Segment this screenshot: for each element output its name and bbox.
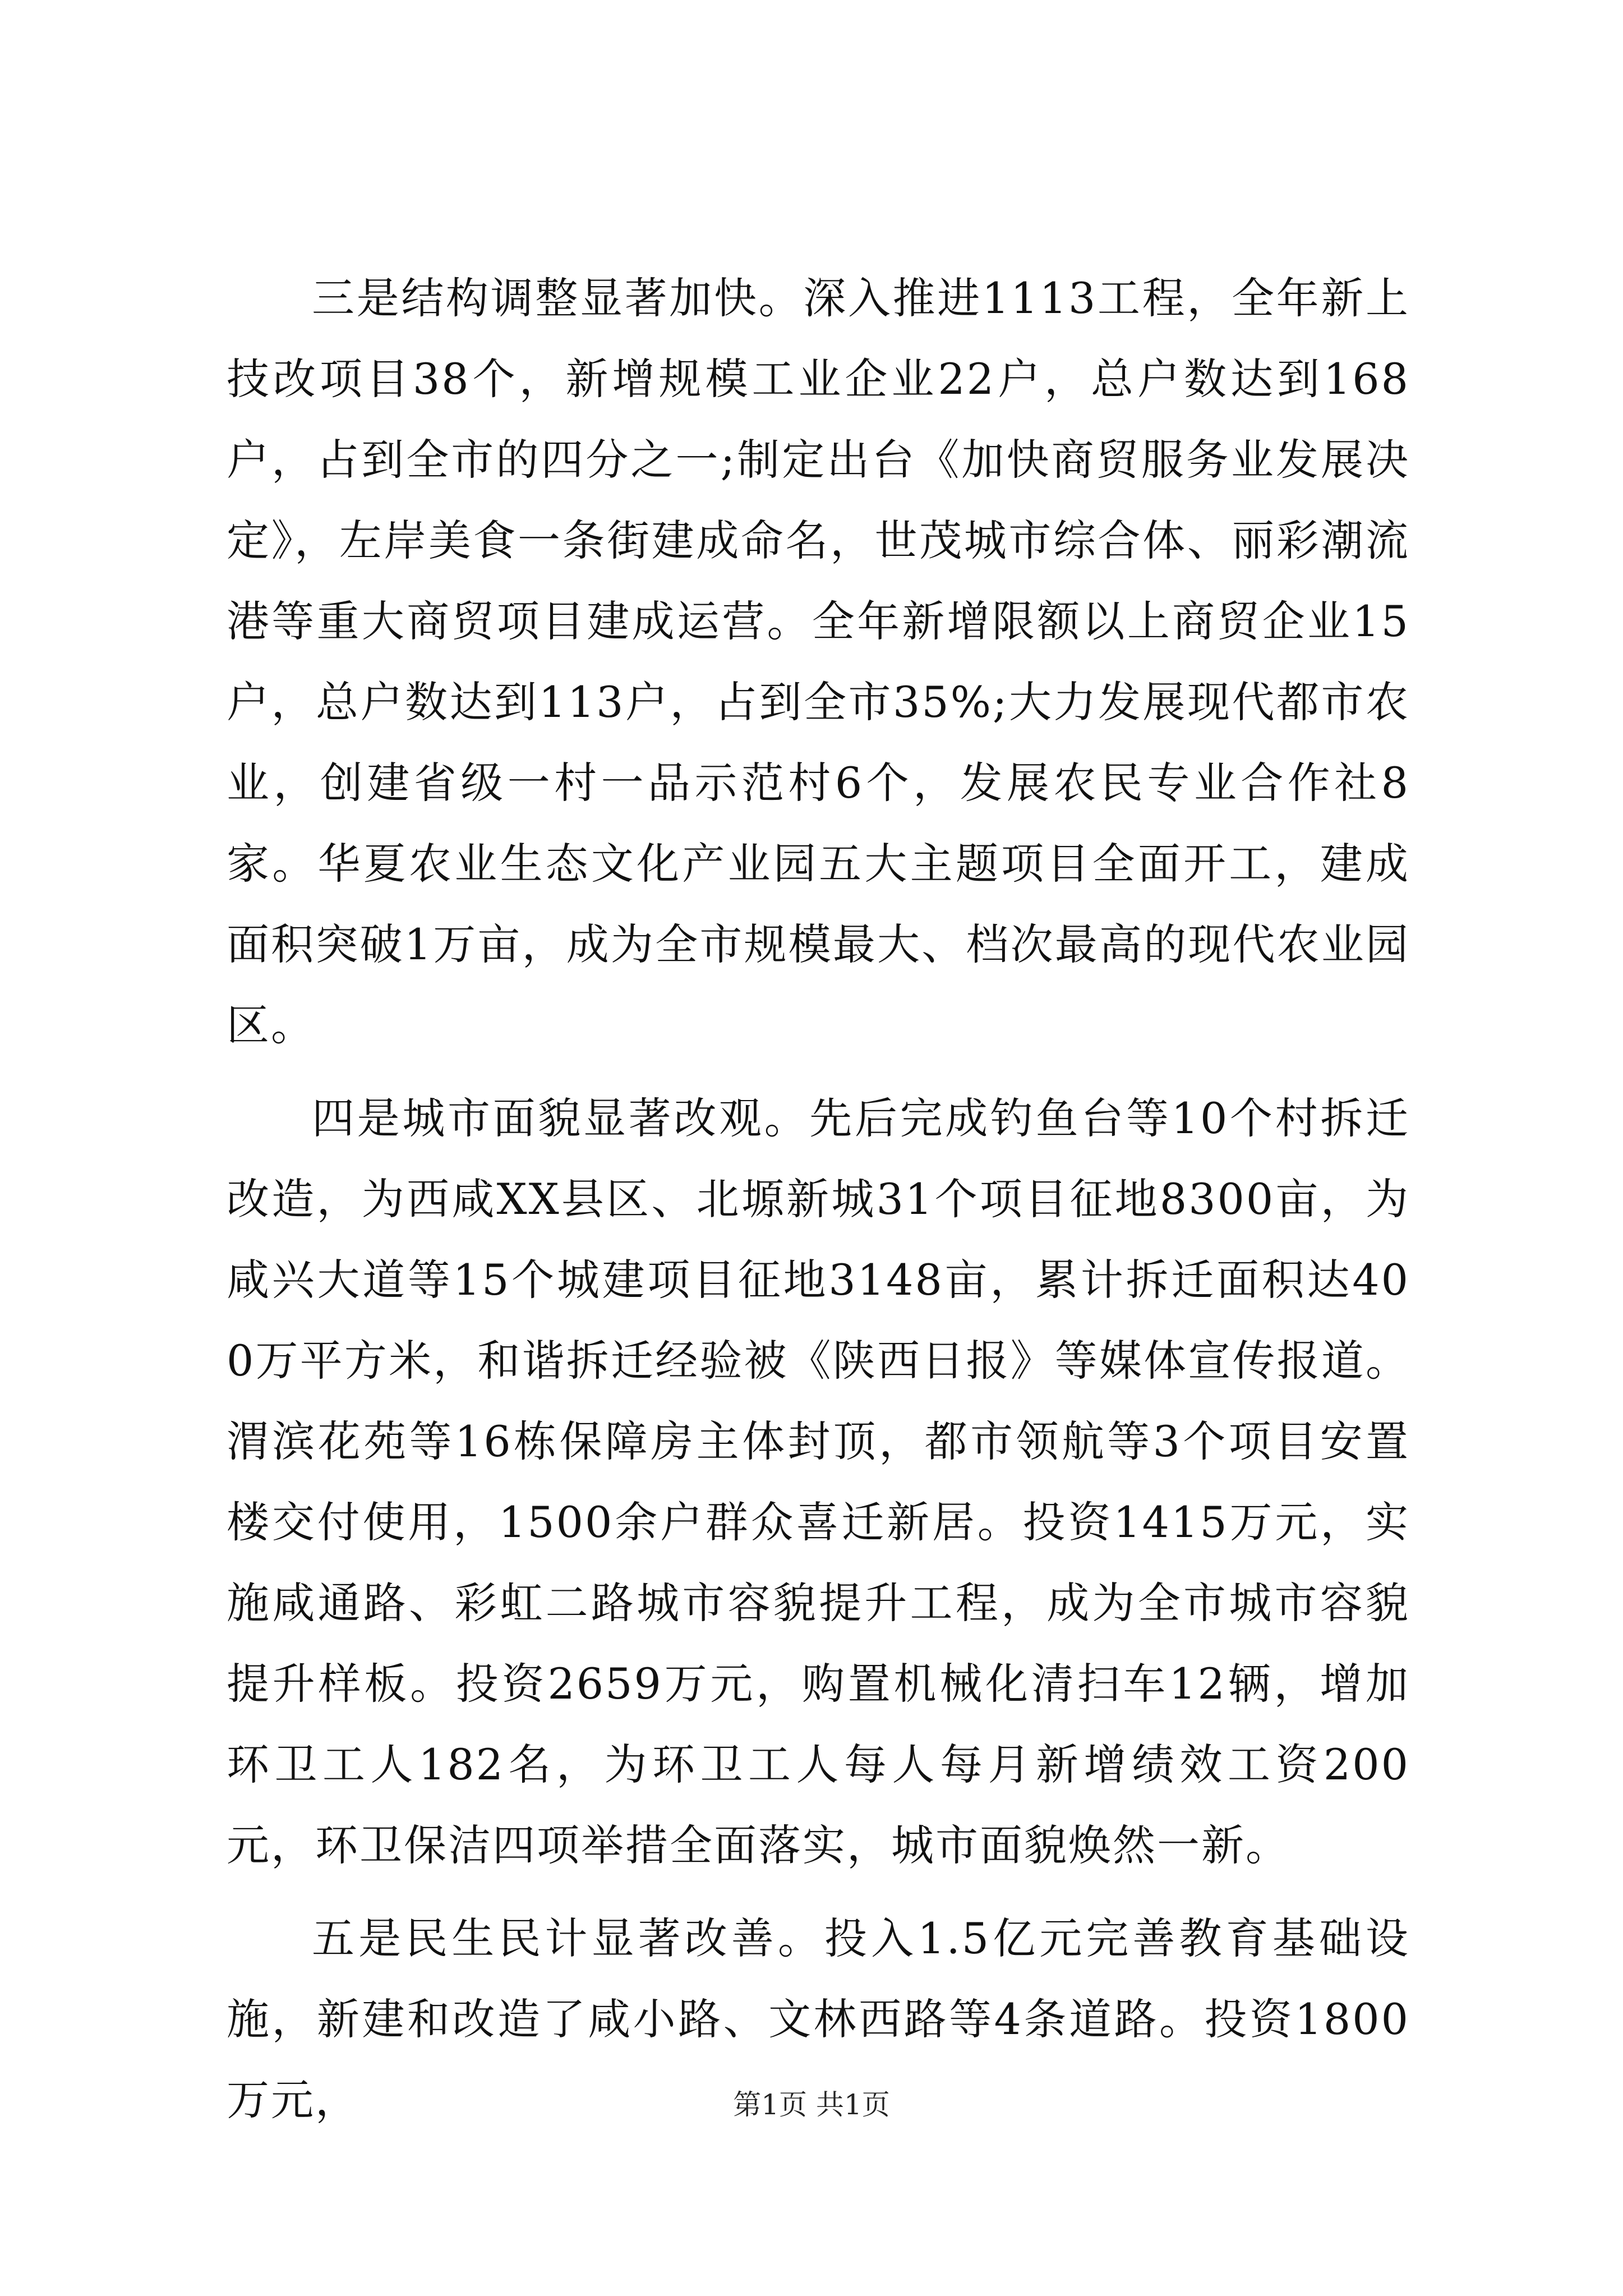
- document-body: [227, 258, 1410, 2141]
- paragraph-structure-adjustment: 三是结构调整显著加快。深入推进1113工程，全年新上技改项目38个，新增规模工业企业22户，总户数达到168户，占到全市的四分之一;制定出台《加快商贸服务业发展决定》，左岸美食一条街建成命名，世茂城市综合体、丽彩潮流港等重大商贸项目建成运营。全年新增限额以上商贸企业15户，总户数达到113户，占到全市35%;大力发展现代都市农业，创建省级一村一品示范村6个，发展农民专业合作社8家。华夏农业生态文化产业园五大主题项目全面开工，建成面积突破1万亩，成为全市规模最大、档次最高的现代农业园区。: [227, 273, 1410, 1050]
- page-number-indicator: 第1页 共1页: [733, 2088, 890, 2121]
- paragraph-livelihood: 五是民生民计显著改善。投入1.5亿元完善教育基础设施，新建和改造了咸小路、文林西路等4条道路。投资1800万元，: [227, 1913, 1410, 2125]
- page-footer: [0, 2088, 1623, 2122]
- paragraph-city-appearance: 四是城市面貌显著改观。先后完成钓鱼台等10个村拆迁改造，为西咸XX县区、北塬新城31个项目征地8300亩，为咸兴大道等15个城建项目征地3148亩，累计拆迁面积达400万平方米，和谐拆迁经验被《陕西日报》等媒体宣传报道。渭滨花苑等16栋保障房主体封顶，都市领航等3个项目安置楼交付使用，1500余户群众喜迁新居。投资1415万元，实施咸通路、彩虹二路城市容貌提升工程，成为全市城市容貌提升样板。投资2659万元，购置机械化清扫车12辆，增加环卫工人182名，为环卫工人每人每月新增绩效工资200元，环卫保洁四项举措全面落实，城市面貌焕然一新。: [227, 1093, 1410, 1870]
